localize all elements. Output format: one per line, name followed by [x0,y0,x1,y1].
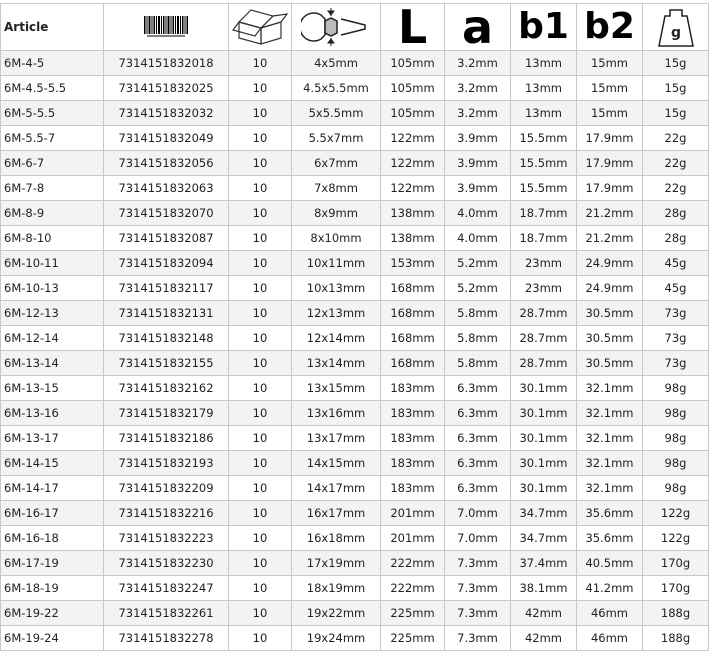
cell-weight: 188g [643,601,709,626]
cell-b2: 24.9mm [577,251,643,276]
cell-length: 201mm [381,501,445,526]
cell-ean: 7314151832179 [104,401,229,426]
cell-size: 13x14mm [292,351,381,376]
cell-length: 168mm [381,326,445,351]
table-row [1,126,709,151]
cell-size: 12x14mm [292,326,381,351]
cell-ean: 7314151832087 [104,226,229,251]
cell-b2: 15mm [577,51,643,76]
cell-size: 13x17mm [292,426,381,451]
cell-thickness: 4.0mm [445,201,511,226]
cell-package-qty: 10 [229,351,292,376]
cell-length: 183mm [381,451,445,476]
cell-ean: 7314151832018 [104,51,229,76]
cell-ean: 7314151832223 [104,526,229,551]
cell-b2: 15mm [577,101,643,126]
cell-b2: 35.6mm [577,526,643,551]
cell-package-qty: 10 [229,376,292,401]
cell-b2: 46mm [577,626,643,651]
cell-b1: 15.5mm [511,151,577,176]
cell-b2: 24.9mm [577,276,643,301]
cell-article: 6M-19-24 [1,626,104,651]
cell-b2: 21.2mm [577,201,643,226]
cell-thickness: 6.3mm [445,401,511,426]
cell-weight: 73g [643,326,709,351]
header-article: Article [1,4,104,51]
cell-package-qty: 10 [229,76,292,101]
table-row [1,451,709,476]
cell-weight: 73g [643,351,709,376]
table-row [1,426,709,451]
cell-thickness: 3.9mm [445,176,511,201]
table-row [1,626,709,651]
cell-package-qty: 10 [229,551,292,576]
cell-package-qty: 10 [229,576,292,601]
cell-size: 4x5mm [292,51,381,76]
cell-package-qty: 10 [229,326,292,351]
cell-b2: 41.2mm [577,576,643,601]
cell-length: 168mm [381,301,445,326]
cell-ean: 7314151832049 [104,126,229,151]
table-row [1,276,709,301]
cell-b2: 17.9mm [577,176,643,201]
cell-size: 13x16mm [292,401,381,426]
cell-package-qty: 10 [229,51,292,76]
header-length: L [381,4,445,51]
cell-b1: 38.1mm [511,576,577,601]
cell-b1: 30.1mm [511,376,577,401]
cell-package-qty: 10 [229,126,292,151]
cell-b1: 30.1mm [511,426,577,451]
cell-thickness: 6.3mm [445,476,511,501]
cell-length: 183mm [381,401,445,426]
cell-b1: 18.7mm [511,226,577,251]
cell-package-qty: 10 [229,151,292,176]
cell-weight: 170g [643,576,709,601]
cell-size: 19x24mm [292,626,381,651]
cell-thickness: 7.3mm [445,626,511,651]
cell-length: 105mm [381,101,445,126]
cell-size: 10x11mm [292,251,381,276]
cell-length: 122mm [381,126,445,151]
cell-thickness: 5.2mm [445,276,511,301]
cell-article: 6M-16-18 [1,526,104,551]
cell-weight: 45g [643,251,709,276]
cell-package-qty: 10 [229,226,292,251]
table-row [1,476,709,501]
cell-ean: 7314151832117 [104,276,229,301]
cell-article: 6M-14-17 [1,476,104,501]
cell-article: 6M-4.5-5.5 [1,76,104,101]
cell-length: 225mm [381,626,445,651]
cell-b1: 13mm [511,101,577,126]
cell-article: 6M-8-10 [1,226,104,251]
cell-weight: 45g [643,276,709,301]
cell-ean: 7314151832025 [104,76,229,101]
cell-size: 8x9mm [292,201,381,226]
cell-b1: 23mm [511,251,577,276]
cell-b1: 30.1mm [511,451,577,476]
cell-weight: 98g [643,426,709,451]
cell-thickness: 7.0mm [445,501,511,526]
table-row [1,301,709,326]
cell-length: 183mm [381,376,445,401]
cell-b2: 17.9mm [577,126,643,151]
cell-weight: 28g [643,226,709,251]
cell-b2: 30.5mm [577,301,643,326]
cell-size: 5.5x7mm [292,126,381,151]
cell-thickness: 6.3mm [445,376,511,401]
cell-size: 7x8mm [292,176,381,201]
table-row [1,376,709,401]
cell-thickness: 4.0mm [445,226,511,251]
table-row [1,226,709,251]
cell-size: 4.5x5.5mm [292,76,381,101]
cell-weight: 15g [643,101,709,126]
cell-weight: 98g [643,476,709,501]
cell-b2: 40.5mm [577,551,643,576]
cell-size: 10x13mm [292,276,381,301]
cell-b2: 30.5mm [577,326,643,351]
cell-b2: 32.1mm [577,376,643,401]
cell-b1: 13mm [511,51,577,76]
cell-article: 6M-6-7 [1,151,104,176]
cell-b2: 35.6mm [577,501,643,526]
cell-ean: 7314151832261 [104,601,229,626]
cell-article: 6M-12-14 [1,326,104,351]
cell-ean: 7314151832216 [104,501,229,526]
header-thickness: a [445,4,511,51]
cell-ean: 7314151832032 [104,101,229,126]
cell-size: 14x15mm [292,451,381,476]
cell-b1: 15.5mm [511,126,577,151]
cell-size: 16x18mm [292,526,381,551]
cell-article: 6M-5-5.5 [1,101,104,126]
cell-ean: 7314151832056 [104,151,229,176]
cell-article: 6M-19-22 [1,601,104,626]
cell-thickness: 6.3mm [445,451,511,476]
cell-b1: 42mm [511,601,577,626]
table-row [1,251,709,276]
cell-thickness: 7.3mm [445,576,511,601]
cell-article: 6M-13-15 [1,376,104,401]
cell-thickness: 3.2mm [445,101,511,126]
cell-b2: 15mm [577,76,643,101]
table-row [1,201,709,226]
cell-thickness: 5.8mm [445,326,511,351]
wrench-size-icon [292,4,381,51]
cell-package-qty: 10 [229,476,292,501]
cell-b2: 32.1mm [577,401,643,426]
cell-b1: 13mm [511,76,577,101]
cell-b2: 32.1mm [577,426,643,451]
table-row [1,151,709,176]
cell-weight: 22g [643,126,709,151]
cell-weight: 98g [643,451,709,476]
cell-b1: 30.1mm [511,476,577,501]
table-row [1,101,709,126]
cell-size: 19x22mm [292,601,381,626]
cell-article: 6M-17-19 [1,551,104,576]
cell-ean: 7314151832186 [104,426,229,451]
cell-thickness: 6.3mm [445,426,511,451]
cell-size: 5x5.5mm [292,101,381,126]
cell-size: 14x17mm [292,476,381,501]
cell-b1: 34.7mm [511,526,577,551]
cell-thickness: 3.2mm [445,51,511,76]
cell-length: 222mm [381,576,445,601]
cell-article: 6M-7-8 [1,176,104,201]
cell-thickness: 7.3mm [445,601,511,626]
cell-size: 13x15mm [292,376,381,401]
cell-ean: 7314151832094 [104,251,229,276]
header-b2: b2 [577,4,643,51]
cell-package-qty: 10 [229,276,292,301]
cell-package-qty: 10 [229,626,292,651]
cell-thickness: 5.8mm [445,351,511,376]
cell-package-qty: 10 [229,201,292,226]
table-row [1,176,709,201]
cell-length: 122mm [381,176,445,201]
cell-article: 6M-12-13 [1,301,104,326]
cell-size: 8x10mm [292,226,381,251]
cell-thickness: 5.2mm [445,251,511,276]
cell-package-qty: 10 [229,451,292,476]
cell-size: 16x17mm [292,501,381,526]
cell-weight: 28g [643,201,709,226]
cell-size: 18x19mm [292,576,381,601]
cell-article: 6M-10-11 [1,251,104,276]
cell-ean: 7314151832070 [104,201,229,226]
cell-length: 153mm [381,251,445,276]
cell-b1: 37.4mm [511,551,577,576]
cell-thickness: 3.9mm [445,151,511,176]
table-row [1,351,709,376]
cell-ean: 7314151832148 [104,326,229,351]
cell-b1: 28.7mm [511,351,577,376]
weight-icon [643,4,709,51]
cell-b1: 34.7mm [511,501,577,526]
cell-thickness: 7.3mm [445,551,511,576]
cell-b2: 32.1mm [577,476,643,501]
cell-thickness: 5.8mm [445,301,511,326]
table-row [1,51,709,76]
cell-b1: 30.1mm [511,401,577,426]
cell-weight: 15g [643,76,709,101]
cell-ean: 7314151832131 [104,301,229,326]
cell-package-qty: 10 [229,401,292,426]
cell-b1: 23mm [511,276,577,301]
cell-b1: 18.7mm [511,201,577,226]
cell-article: 6M-10-13 [1,276,104,301]
cell-article: 6M-8-9 [1,201,104,226]
cell-b1: 42mm [511,626,577,651]
table-row [1,326,709,351]
cell-thickness: 7.0mm [445,526,511,551]
table-row [1,401,709,426]
cell-weight: 22g [643,151,709,176]
table-header [1,4,709,51]
cell-b2: 30.5mm [577,351,643,376]
cell-weight: 22g [643,176,709,201]
cell-weight: 73g [643,301,709,326]
cell-length: 183mm [381,426,445,451]
cell-size: 17x19mm [292,551,381,576]
weight-unit-label: g [670,25,681,41]
cell-ean: 7314151832193 [104,451,229,476]
cell-thickness: 3.9mm [445,126,511,151]
cell-ean: 7314151832155 [104,351,229,376]
box-icon [229,4,292,51]
cell-package-qty: 10 [229,426,292,451]
cell-length: 201mm [381,526,445,551]
cell-b2: 21.2mm [577,226,643,251]
cell-b2: 17.9mm [577,151,643,176]
header-b1: b1 [511,4,577,51]
cell-package-qty: 10 [229,601,292,626]
cell-article: 6M-13-17 [1,426,104,451]
cell-article: 6M-4-5 [1,51,104,76]
table-row [1,76,709,101]
table-row [1,526,709,551]
cell-length: 168mm [381,276,445,301]
cell-length: 225mm [381,601,445,626]
cell-b1: 28.7mm [511,301,577,326]
cell-weight: 188g [643,626,709,651]
cell-weight: 122g [643,526,709,551]
cell-b2: 32.1mm [577,451,643,476]
cell-ean: 7314151832063 [104,176,229,201]
cell-package-qty: 10 [229,101,292,126]
cell-length: 105mm [381,76,445,101]
cell-length: 222mm [381,551,445,576]
cell-ean: 7314151832209 [104,476,229,501]
cell-thickness: 3.2mm [445,76,511,101]
cell-weight: 98g [643,376,709,401]
cell-ean: 7314151832247 [104,576,229,601]
cell-size: 6x7mm [292,151,381,176]
cell-ean: 7314151832230 [104,551,229,576]
barcode-icon [104,4,229,51]
cell-package-qty: 10 [229,176,292,201]
cell-length: 138mm [381,226,445,251]
cell-package-qty: 10 [229,526,292,551]
cell-size: 12x13mm [292,301,381,326]
cell-length: 122mm [381,151,445,176]
cell-article: 6M-14-15 [1,451,104,476]
table-body [1,51,709,651]
cell-package-qty: 10 [229,251,292,276]
cell-ean: 7314151832162 [104,376,229,401]
cell-package-qty: 10 [229,301,292,326]
cell-length: 168mm [381,351,445,376]
cell-weight: 15g [643,51,709,76]
cell-weight: 122g [643,501,709,526]
cell-length: 183mm [381,476,445,501]
cell-article: 6M-13-16 [1,401,104,426]
table-row [1,576,709,601]
cell-length: 138mm [381,201,445,226]
cell-article: 6M-18-19 [1,576,104,601]
cell-article: 6M-16-17 [1,501,104,526]
cell-article: 6M-13-14 [1,351,104,376]
table-row [1,601,709,626]
table-row [1,501,709,526]
cell-b2: 46mm [577,601,643,626]
table-row [1,551,709,576]
cell-weight: 170g [643,551,709,576]
cell-length: 105mm [381,51,445,76]
cell-package-qty: 10 [229,501,292,526]
cell-b1: 15.5mm [511,176,577,201]
cell-article: 6M-5.5-7 [1,126,104,151]
product-table [0,3,709,651]
cell-ean: 7314151832278 [104,626,229,651]
cell-weight: 98g [643,401,709,426]
cell-b1: 28.7mm [511,326,577,351]
